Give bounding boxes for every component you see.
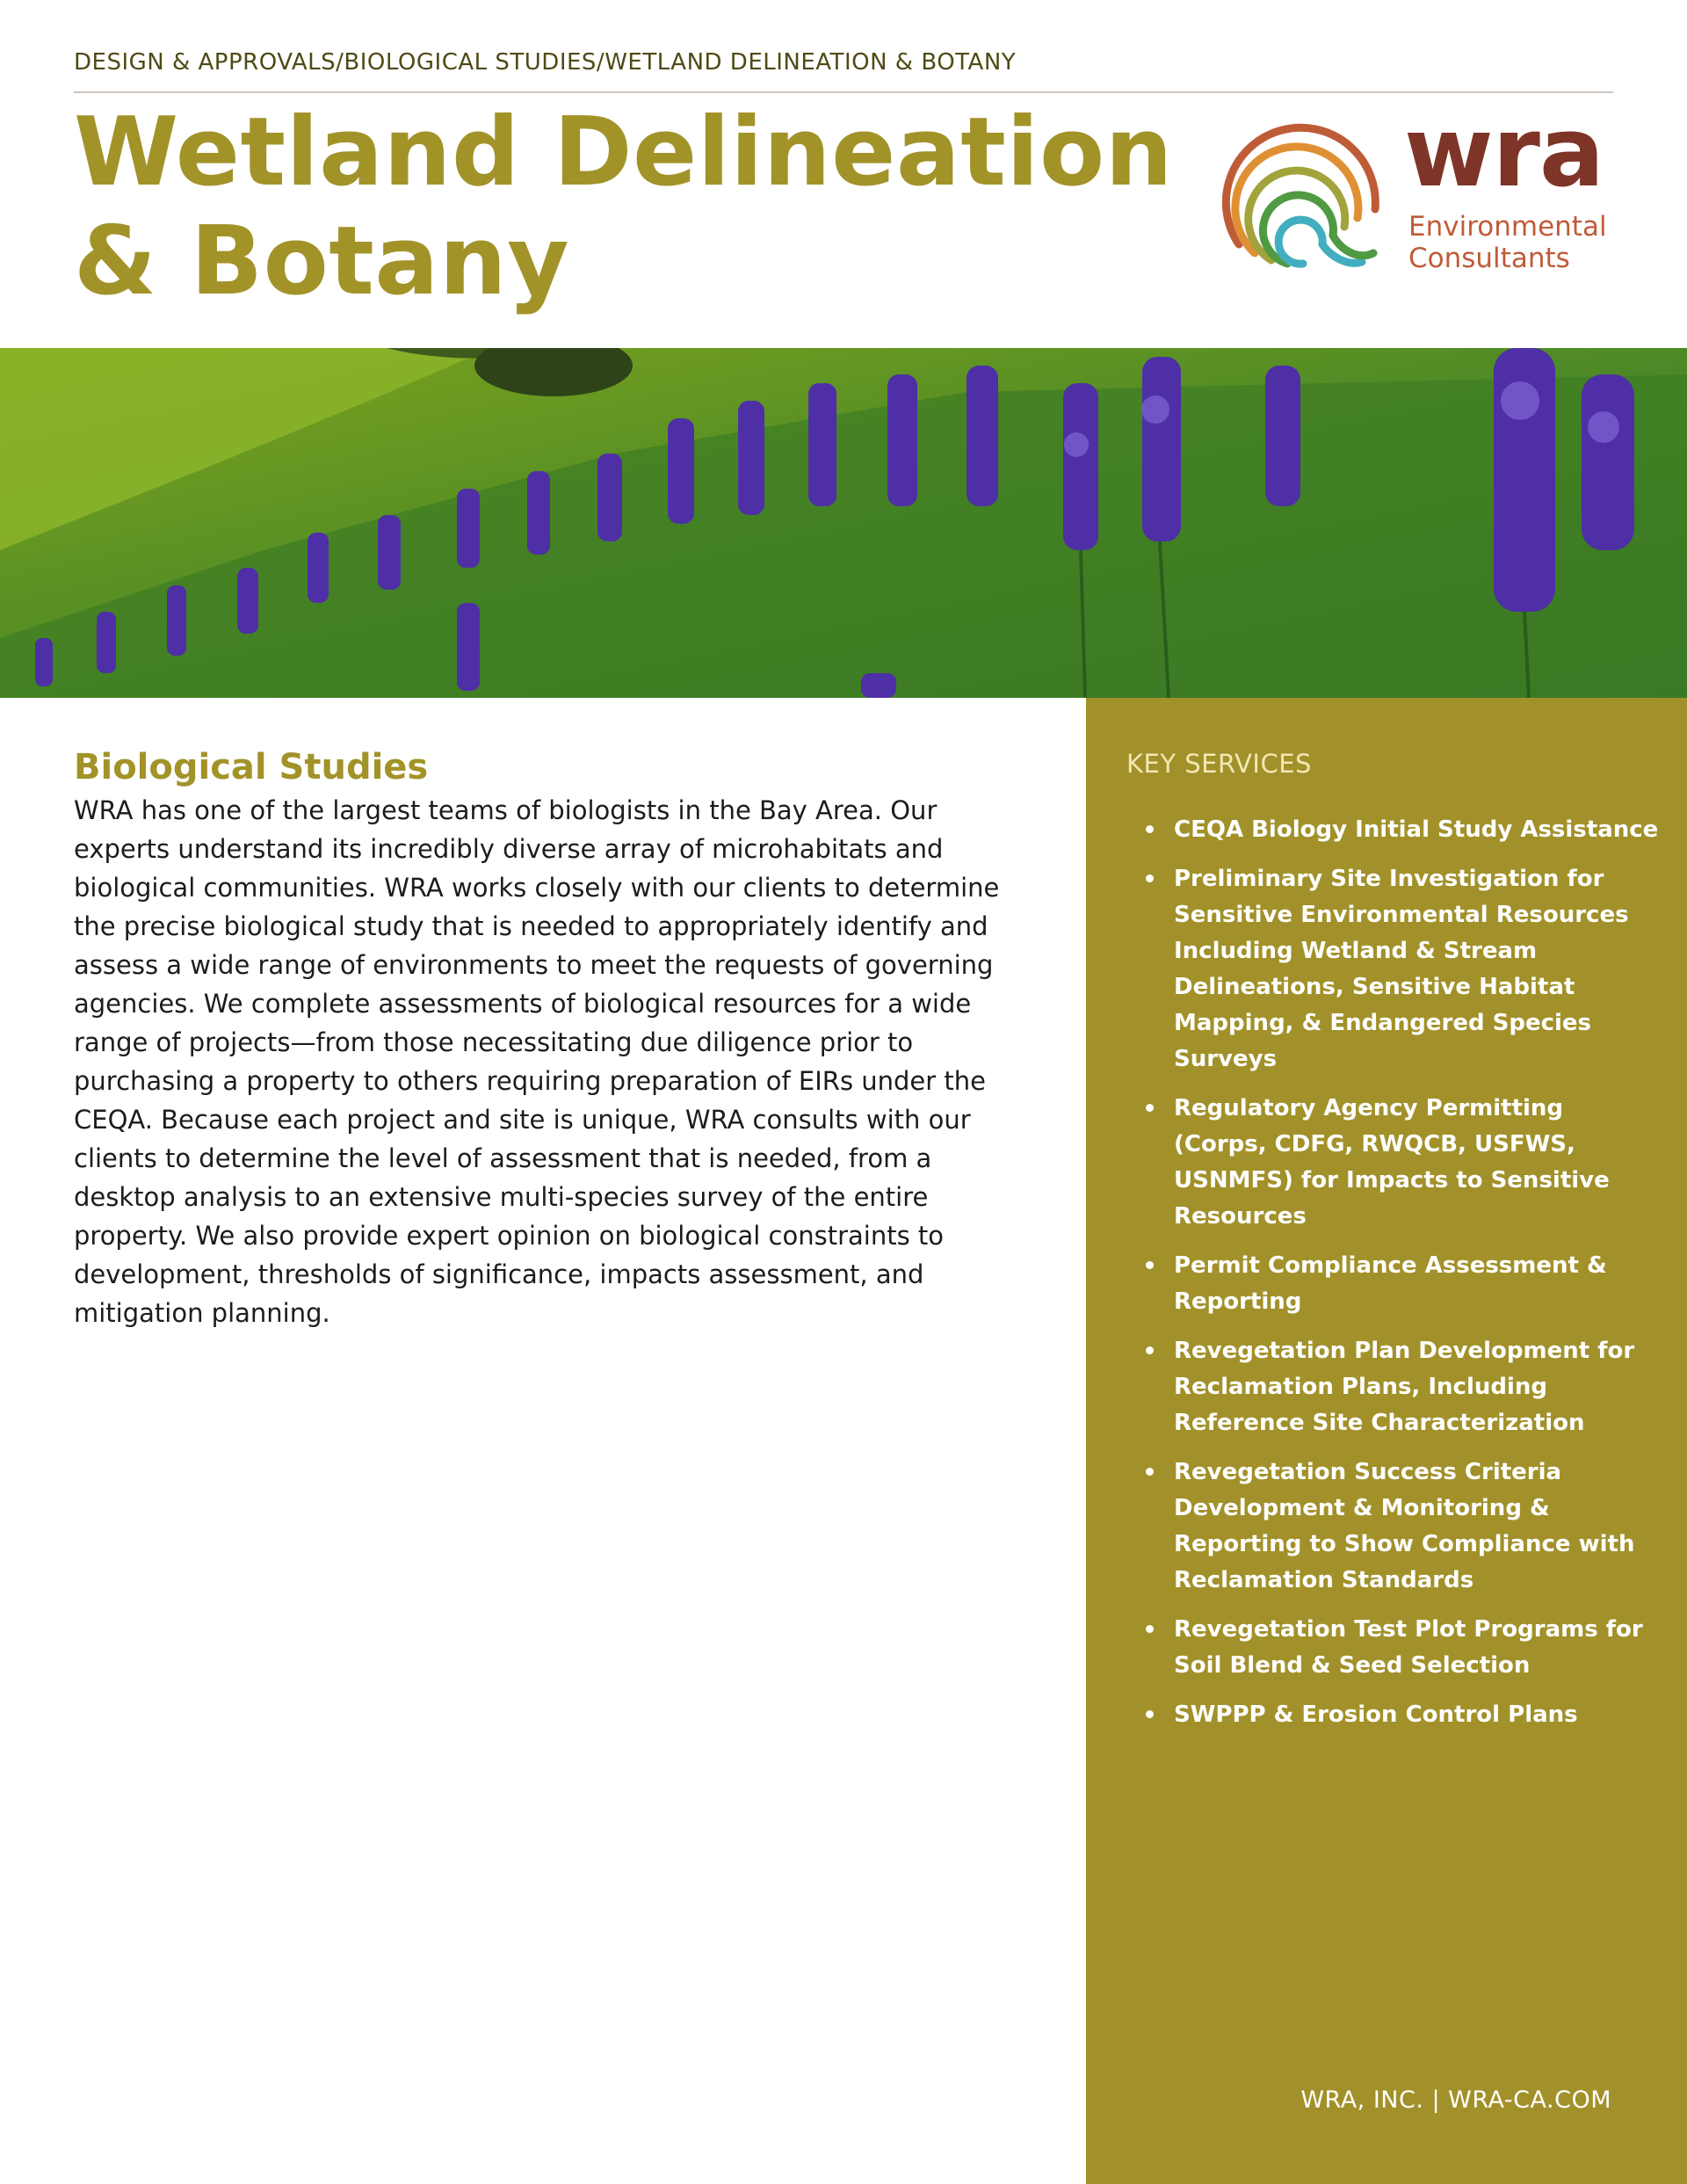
main-content	[74, 744, 1005, 1332]
list-item: Preliminary Site Investigation for Sensitive Environmental Resources Including Wetland & Stream Delineations, Sensitive Habitat Mapping, & Endangered Species Surveys	[1140, 861, 1659, 1077]
hero-photo	[0, 348, 1687, 698]
section-body: WRA has one of the largest teams of biologists in the Bay Area. Our experts understand its incredibly diverse array of microhabitats and biological communities. WRA works closely with our clients to determine the precise biological study that is needed to appropriately identify and assess a wide range of environments to meet the requests of governing agencies. We complete assessments of biological resources for a wide range of projects—from those necessitating due diligence prior to purchasing a property to others requiring preparation of EIRs under the CEQA. Because each project and site is unique, WRA consults with our clients to determine the level of assessment that is needed, from a desktop analysis to an extensive multi-species survey of the entire property. We also provide expert opinion on biological constraints to development, thresholds of significance, impacts assessment, and mitigation planning.	[74, 795, 1000, 1328]
key-services-heading: KEY SERVICES	[1126, 749, 1312, 779]
section-title: Biological Studies	[74, 747, 429, 787]
list-item: CEQA Biology Initial Study Assistance	[1140, 812, 1659, 848]
list-item: Revegetation Plan Development for Reclamation Plans, Including Reference Site Characterization	[1140, 1333, 1659, 1441]
logo-wordmark: wra	[1404, 96, 1604, 208]
footer-contact: WRA, INC. | WRA-CA.COM	[1300, 2086, 1611, 2114]
list-item: Permit Compliance Assessment & Reporting	[1140, 1248, 1659, 1320]
list-item: Revegetation Success Criteria Development & Monitoring & Reporting to Show Compliance with Reclamation Standards	[1140, 1455, 1659, 1599]
list-item: Revegetation Test Plot Programs for Soil Blend & Seed Selection	[1140, 1612, 1659, 1684]
logo-tagline: Environmental Consultants	[1408, 211, 1607, 274]
list-item: Regulatory Agency Permitting (Corps, CDFG, RWQCB, USFWS, USNMFS) for Impacts to Sensitive Resources	[1140, 1091, 1659, 1235]
fingerprint-arcs-icon	[1217, 112, 1388, 279]
lupine-meadow-photo	[0, 348, 1687, 698]
key-services-sidebar	[1086, 698, 1687, 2184]
page-title: Wetland Delineation & Botany	[74, 98, 1174, 316]
company-logo	[1217, 96, 1617, 279]
list-item: SWPPP & Erosion Control Plans	[1140, 1697, 1659, 1733]
key-services-list	[1140, 812, 1659, 1746]
header-divider	[74, 91, 1613, 93]
breadcrumb: DESIGN & APPROVALS/BIOLOGICAL STUDIES/WETLAND DELINEATION & BOTANY	[74, 49, 1017, 76]
